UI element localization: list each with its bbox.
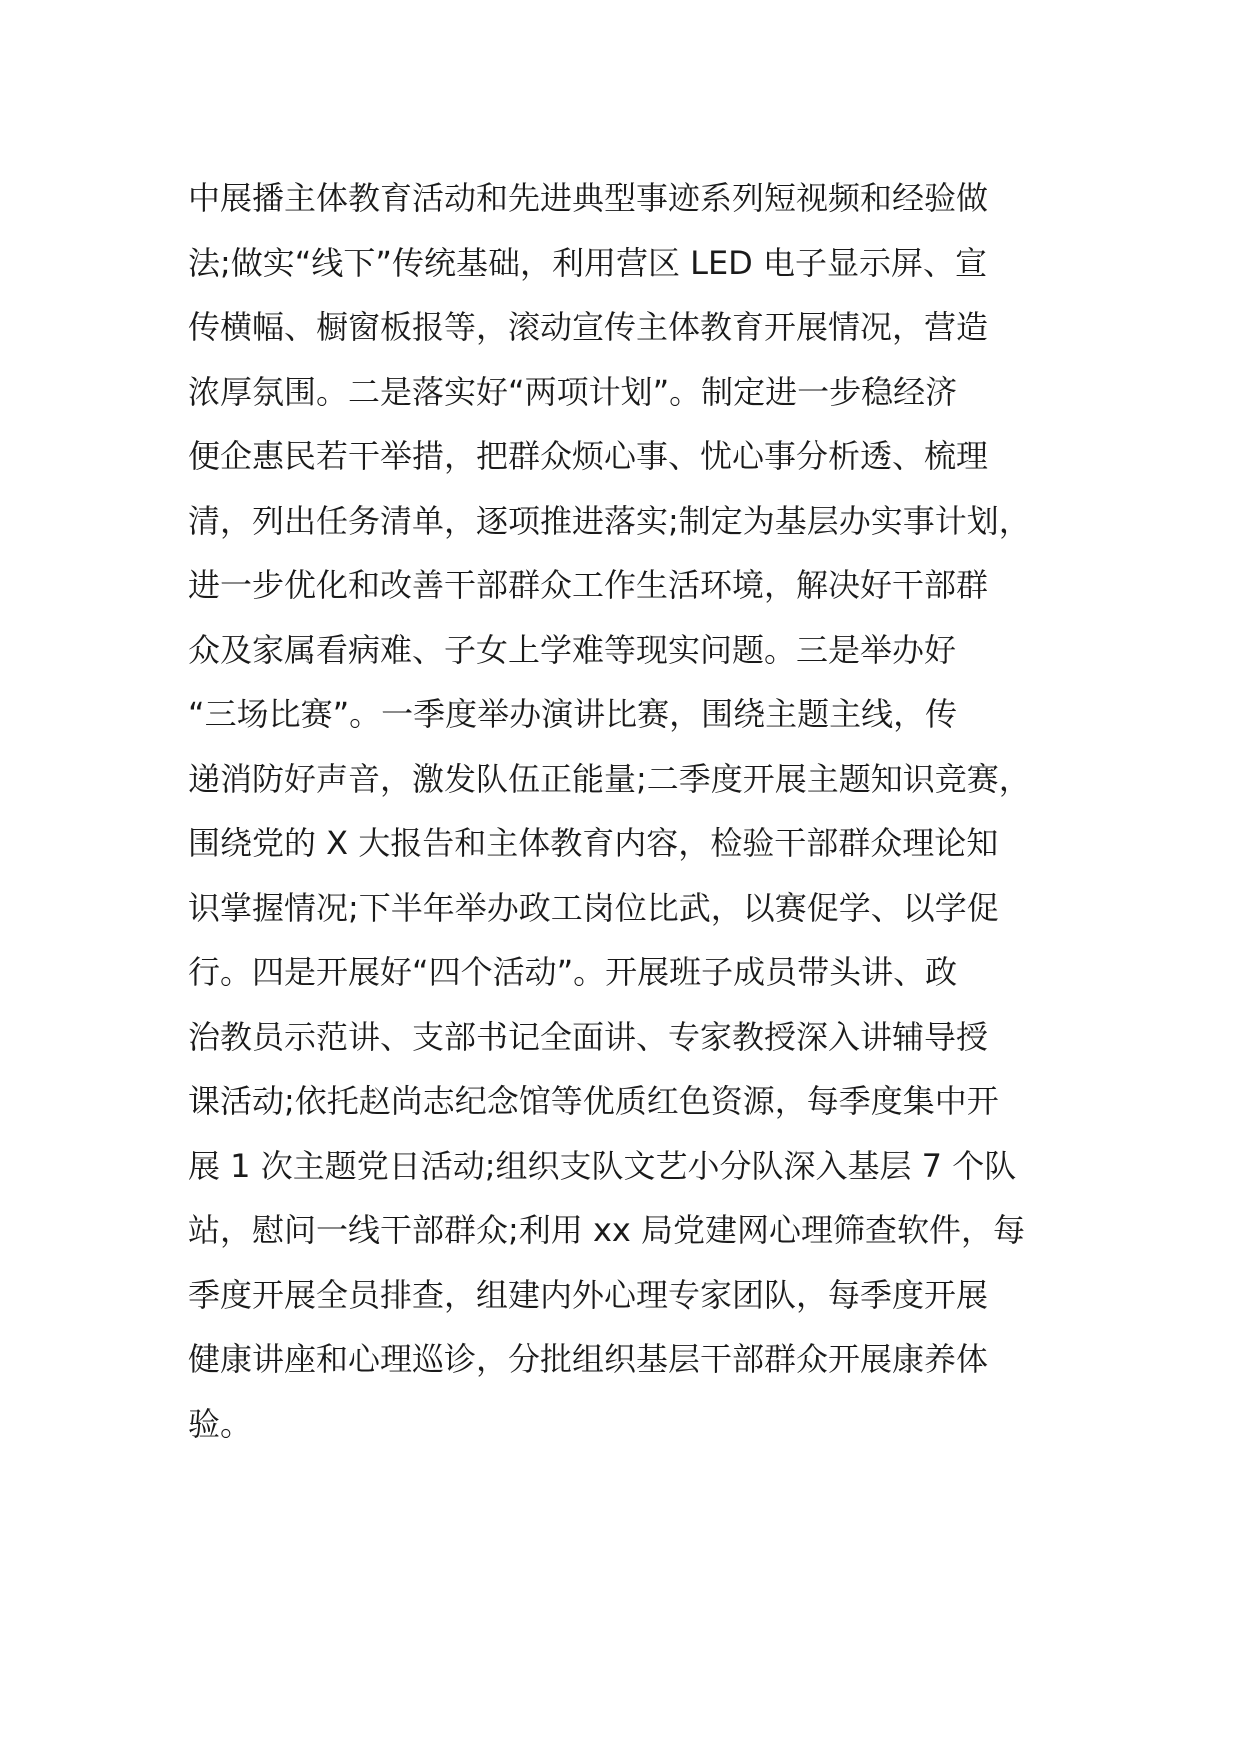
text-line: 围绕党的 X 大报告和主体教育内容，检验干部群众理论知 [188, 824, 999, 862]
text-line: 中展播主体教育活动和先进典型事迹系列短视频和经验做 [188, 179, 989, 217]
text-line: 递消防好声音，激发队伍正能量;二季度开展主题知识竞赛， [188, 759, 1031, 798]
text-line: 治教员示范讲、支部书记全面讲、专家教授深入讲辅导授 [188, 1017, 989, 1056]
text-line: 健康讲座和心理巡诊，分批组织基层干部群众开展康养体 [188, 1340, 989, 1378]
text-line: 课活动;依托赵尚志纪念馆等优质红色资源，每季度集中开 [188, 1082, 999, 1120]
text-line: 众及家属看病难、子女上学难等现实问题。三是举办好 [188, 630, 957, 669]
text-line: 传横幅、橱窗板报等，滚动宣传主体教育开展情况，营造 [188, 308, 989, 346]
text-line: 验。 [188, 1404, 253, 1443]
text-line: 展 1 次主题党日活动;组织支队文艺小分队深入基层 7 个队 [188, 1146, 1017, 1185]
body-paragraph [188, 170, 1088, 1460]
text-line: 进一步优化和改善干部群众工作生活环境，解决好干部群 [188, 566, 989, 604]
text-line: 便企惠民若干举措，把群众烦心事、忧心事分析透、梳理 [188, 437, 989, 475]
text-line: 浓厚氛围。二是落实好“两项计划”。制定进一步稳经济 [188, 372, 958, 411]
text-line: 法;做实“线下”传统基础，利用营区 LED 电子显示屏、宣 [188, 243, 987, 282]
text-line: 季度开展全员排查，组建内外心理专家团队，每季度开展 [188, 1275, 989, 1314]
text-line: 清，列出任务清单，逐项推进落实;制定为基层办实事计划， [188, 501, 1031, 540]
text-line: “三场比赛”。一季度举办演讲比赛，围绕主题主线，传 [188, 695, 958, 733]
text-line: 行。四是开展好“四个活动”。开展班子成员带头讲、政 [188, 953, 958, 991]
text-line: 识掌握情况;下半年举办政工岗位比武，以赛促学、以学促 [188, 888, 999, 927]
text-line: 站，慰问一线干部群众;利用 xx 局党建网心理筛查软件，每 [188, 1211, 1026, 1249]
